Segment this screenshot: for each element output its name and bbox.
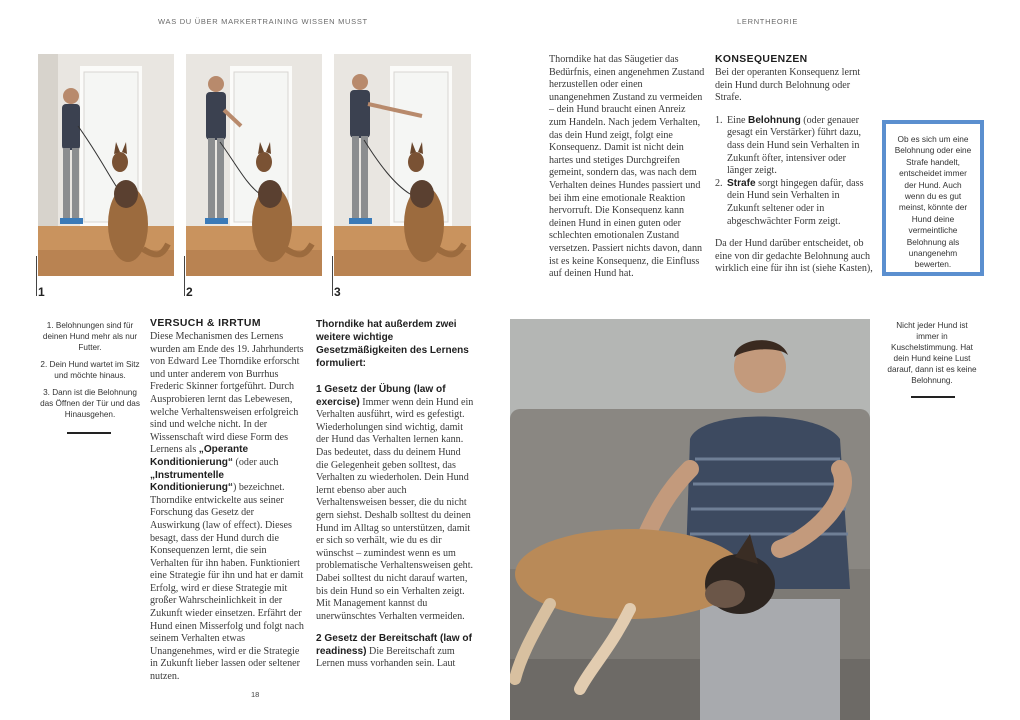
figure-1-rule — [36, 256, 37, 296]
figure-2-rule — [184, 256, 185, 296]
section-gesetze — [316, 318, 474, 671]
section-intro: Thorndike hat außerdem zwei weitere wichtige Gesetzmäßigkeiten des Lernens formuliert: — [316, 319, 469, 369]
caption-rule — [67, 432, 111, 434]
photo-sequence-1 — [38, 54, 174, 276]
photo-caption: Nicht jeder Hund ist immer in Kuschelstimmung. Hat dein Hund keine Lust darauf, dann ist es keine Belohnung. — [887, 321, 977, 385]
figure-3-rule — [332, 256, 333, 296]
body-text: 1 Gesetz der Übung (law of exercise) Immer wenn dein Hund ein Verhalten ausführt, wird es gefestigt. Wiederholungen sind wichtig, damit der Hund das Verhalten lernen kann. Das bedeutet, dass du deinem Hund die Gelegenheit geben solltest, das Verhalten zu wiederholen. Dein Hund lernt ebenso aber auch Verhaltensweisen besser, die du nicht gern siehst. Deshalb solltest du deinen Hund im Alltag so unterstützen, damit er sich so verhält, wie du es dir wünschst – zumindest wenn es um problematische Verhaltensweisen geht. Dabei solltest du nicht darauf warten, bis dein Hund so ein Verhalten zeigt. Mit Management kannst du unerwünschtes Verhalten vermeiden. 2 Gesetz der Bereitschaft (law of readiness) Die Bereitschaft zum Lernen muss vorhanden sein. Laut — [316, 384, 474, 670]
figure-3-number: 3 — [334, 285, 341, 299]
list-item: 2. Strafe sorgt hingegen dafür, dass dein Hund sein Verhalten in Zukunft seltener oder in abgeschwächter Form zeigt. — [715, 177, 864, 227]
caption-item: 2. Dein Hund wartet im Sitz und möchte hinaus. — [40, 360, 140, 380]
photo-sequence-2 — [186, 54, 322, 276]
photo-caption-rule — [911, 396, 955, 398]
list-item: 1. Eine Belohnung (oder genauer gesagt ein Verstärker) führt dazu, dass dein Hund sein Verhalten in Zukunft öfter, intensiver oder länger zeigt. — [715, 114, 862, 177]
figure-captions — [40, 320, 140, 426]
section-konsequenzen — [715, 54, 873, 276]
photo-sequence-3 — [334, 54, 471, 276]
info-box-text: Ob es sich um eine Belohnung oder eine Strafe handelt, entscheidet immer der Hund. Auch wenn du es gut meinst, könnte der Hund deine vermeintliche Belohnung als unangenehm bewerten. — [894, 134, 972, 270]
body-text: Diese Mechanismen des Lernens wurden am Ende des 19. Jahrhunderts von Edward Lee Thorndike erforscht und unter anderem von Burrhus Frederic Skinner fortgeführt. Durch Ausprobieren lernt das Lebewesen, welche Verhaltensweisen erfolgreich sind und welche nicht. In der Wissenschaft wird diese Form des Lernens als „Operante Konditionierung“ (oder auch „Instrumentelle Konditionierung“) bezeichnet. Thorndike entwickelte aus seiner Forschung das Gesetz der Auswirkung (law of effect). Dieses besagt, dass der Hund durch die Konsequenzen lernt, die sein Verhalten für ihn haben. Funktioniert eine Strategie für ihn und hat er damit Erfolg, wird er diese Strategie mit großer Wahrscheinlichkeit in der Zukunft wieder einsetzen. Erfährt der Hund einen Misserfolg und folgt nach seinem Verhalten etwas Unangenehmes, wird er die Strategie in Zukunft lieber lassen oder seltener nutzen. — [150, 331, 304, 683]
caption-item: 1. Belohnungen sind für deinen Hund mehr als nur Futter. — [42, 321, 138, 352]
page-number: 18 — [251, 690, 260, 699]
photo-man-with-dog — [510, 319, 870, 720]
caption-item: 3. Dann ist die Belohnung das Öffnen der Tür und das Hinausgehen. — [40, 388, 140, 419]
section-versuch-irrtum — [150, 318, 305, 684]
running-header-right: LERNTHEORIE — [737, 17, 799, 26]
section-heading: KONSEQUENZEN — [715, 54, 808, 65]
figure-2-number: 2 — [186, 285, 193, 299]
figure-1-number: 1 — [38, 285, 45, 299]
body-text: Bei der operanten Konsequenz lernt dein Hund durch Belohnung oder Strafe. 1. Eine Belohnung (oder genauer gesagt ein Verstärker) führt dazu, dass dein Hund sein Verhalten in Zukunft öfter, intensiver oder länger zeigt. 2. Strafe sorgt hingegen dafür, dass dein Hund sein Verhalten in Zukunft seltener oder in abgeschwächter Form zeigt. Da der Hund darüber entscheidet, ob eine von dir gedachte Belohnung auch wirklich eine für ihn ist (siehe Kasten), — [715, 67, 873, 275]
section-heading: VERSUCH & IRRTUM — [150, 318, 261, 329]
running-header-left: WAS DU ÜBER MARKERTRAINING WISSEN MUSST — [158, 17, 368, 26]
info-box — [882, 120, 984, 276]
section-thorndike-continued: Thorndike hat das Säugetier das Bedürfnis, einen angenehmen Zustand herzustellen oder einen unangenehmen Zustand zu vermeiden – dein Hund braucht einen Anreiz zum Handeln. Nach jedem Verhalten, das dein Hund zeigt, folgt eine Konsequenz. Damit ist nicht dein hartes und stetiges Durchgreifen gemeint, sondern das, was nach dem Verhalten deines Hundes passiert und bei ihm eine emotionale Reaktion hervorruft. Die Konsequenz kann deinen Hund in einen guten oder schlechten emotionalen Zustand versetzen. Passiert nichts davon, dann ist es keine Konsequenz, die Einfluss auf deinen Hund hat. — [549, 54, 705, 280]
